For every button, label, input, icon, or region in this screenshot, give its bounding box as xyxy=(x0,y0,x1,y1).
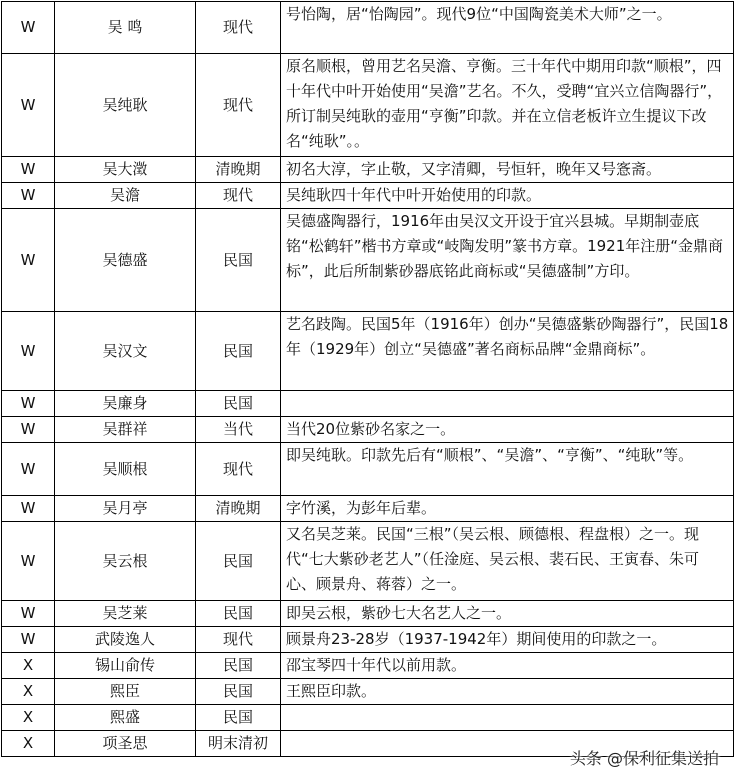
name-cell: 熙盛 xyxy=(55,705,196,731)
desc-cell: 顾景舟23-28岁（1937-1942年）期间使用的印款之一。 xyxy=(281,627,734,653)
era-cell: 清晚期 xyxy=(196,496,281,522)
era-cell: 民国 xyxy=(196,705,281,731)
letter-cell: W xyxy=(2,522,55,601)
era-cell: 民国 xyxy=(196,601,281,627)
era-cell: 民国 xyxy=(196,679,281,705)
table-row xyxy=(2,417,734,443)
era-cell: 当代 xyxy=(196,417,281,443)
table-row xyxy=(2,209,734,312)
watermark: 头条 @保利征集送拍 xyxy=(569,749,719,768)
table-row xyxy=(2,496,734,522)
letter-cell: W xyxy=(2,627,55,653)
table-row xyxy=(2,679,734,705)
name-cell: 吴顺根 xyxy=(55,443,196,496)
table-row xyxy=(2,312,734,391)
name-cell: 吴纯耿 xyxy=(55,54,196,157)
name-cell: 吴澹 xyxy=(55,183,196,209)
era-cell: 民国 xyxy=(196,391,281,417)
desc-cell xyxy=(281,391,734,417)
letter-cell: X xyxy=(2,705,55,731)
name-cell: 熙臣 xyxy=(55,679,196,705)
name-cell: 吴德盛 xyxy=(55,209,196,312)
desc-cell: 吴德盛陶器行，1916年由吴汉文开设于宜兴县城。早期制壶底铭“松鹤轩”楷书方章或“岐陶发明”篆书方章。1921年注册“金鼎商标”，此后所制紫砂器底铭此商标或“吴德盛制”方印。 xyxy=(281,209,734,312)
name-cell: 吴廉身 xyxy=(55,391,196,417)
era-cell: 民国 xyxy=(196,312,281,391)
table-row xyxy=(2,157,734,183)
era-cell: 民国 xyxy=(196,522,281,601)
table-row xyxy=(2,2,734,54)
letter-cell: W xyxy=(2,601,55,627)
letter-cell: W xyxy=(2,496,55,522)
desc-cell: 字竹溪，为彭年后辈。 xyxy=(281,496,734,522)
table-row xyxy=(2,601,734,627)
era-cell: 明末清初 xyxy=(196,731,281,757)
name-cell: 吴大澂 xyxy=(55,157,196,183)
era-cell: 现代 xyxy=(196,54,281,157)
name-cell: 项圣思 xyxy=(55,731,196,757)
desc-cell: 即吴云根，紫砂七大名艺人之一。 xyxy=(281,601,734,627)
name-cell: 吴月亭 xyxy=(55,496,196,522)
era-cell: 民国 xyxy=(196,653,281,679)
era-cell: 现代 xyxy=(196,2,281,54)
letter-cell: X xyxy=(2,731,55,757)
letter-cell: X xyxy=(2,679,55,705)
table-row xyxy=(2,653,734,679)
table-row xyxy=(2,54,734,157)
letter-cell: W xyxy=(2,157,55,183)
letter-cell: W xyxy=(2,417,55,443)
desc-cell: 号怡陶，居“怡陶园”。现代9位“中国陶瓷美术大师”之一。 xyxy=(281,2,734,54)
name-cell: 锡山俞传 xyxy=(55,653,196,679)
desc-cell: 王熙臣印款。 xyxy=(281,679,734,705)
table-row xyxy=(2,705,734,731)
desc-cell: 初名大淳，字止敬，又字清卿，号恒轩，晚年又号愙斋。 xyxy=(281,157,734,183)
era-cell: 清晚期 xyxy=(196,157,281,183)
desc-cell: 又名吴芝莱。民国“三根”（吴云根、顾德根、程盘根）之一。现代“七大紫砂老艺人”（任淦庭、吴云根、裴石民、王寅春、朱可心、顾景舟、蒋蓉）之一。 xyxy=(281,522,734,601)
table-row xyxy=(2,522,734,601)
name-cell: 吴云根 xyxy=(55,522,196,601)
table-row xyxy=(2,627,734,653)
desc-cell xyxy=(281,705,734,731)
era-cell: 现代 xyxy=(196,443,281,496)
name-cell: 武陵逸人 xyxy=(55,627,196,653)
artist-table xyxy=(1,1,734,757)
name-cell: 吴汉文 xyxy=(55,312,196,391)
letter-cell: W xyxy=(2,443,55,496)
desc-cell: 邵宝琴四十年代以前用款。 xyxy=(281,653,734,679)
name-cell: 吴 鸣 xyxy=(55,2,196,54)
desc-cell: 原名顺根，曾用艺名吴澹、亨衡。三十年代中期用印款“顺根”，四十年代中叶开始使用“吴澹”艺名。不久，受聘“宜兴立信陶器行”，所订制吴纯耿的壶用“亨衡”印款。并在立信老板许立生提议下改名“纯耿”。。 xyxy=(281,54,734,157)
table-row xyxy=(2,183,734,209)
era-cell: 现代 xyxy=(196,183,281,209)
name-cell: 吴芝莱 xyxy=(55,601,196,627)
era-cell: 现代 xyxy=(196,627,281,653)
name-cell: 吴群祥 xyxy=(55,417,196,443)
desc-cell: 当代20位紫砂名家之一。 xyxy=(281,417,734,443)
era-cell: 民国 xyxy=(196,209,281,312)
letter-cell: W xyxy=(2,183,55,209)
desc-cell: 即吴纯耿。印款先后有“顺根”、“吴澹”、“亨衡”、“纯耿”等。 xyxy=(281,443,734,496)
table-row xyxy=(2,443,734,496)
letter-cell: X xyxy=(2,653,55,679)
table-row xyxy=(2,391,734,417)
letter-cell: W xyxy=(2,209,55,312)
letter-cell: W xyxy=(2,54,55,157)
letter-cell: W xyxy=(2,2,55,54)
letter-cell: W xyxy=(2,391,55,417)
desc-cell: 吴纯耿四十年代中叶开始使用的印款。 xyxy=(281,183,734,209)
letter-cell: W xyxy=(2,312,55,391)
desc-cell: 艺名跂陶。民国5年（1916年）创办“吴德盛紫砂陶器行”，民国18年（1929年）创立“吴德盛”著名商标品牌“金鼎商标”。 xyxy=(281,312,734,391)
